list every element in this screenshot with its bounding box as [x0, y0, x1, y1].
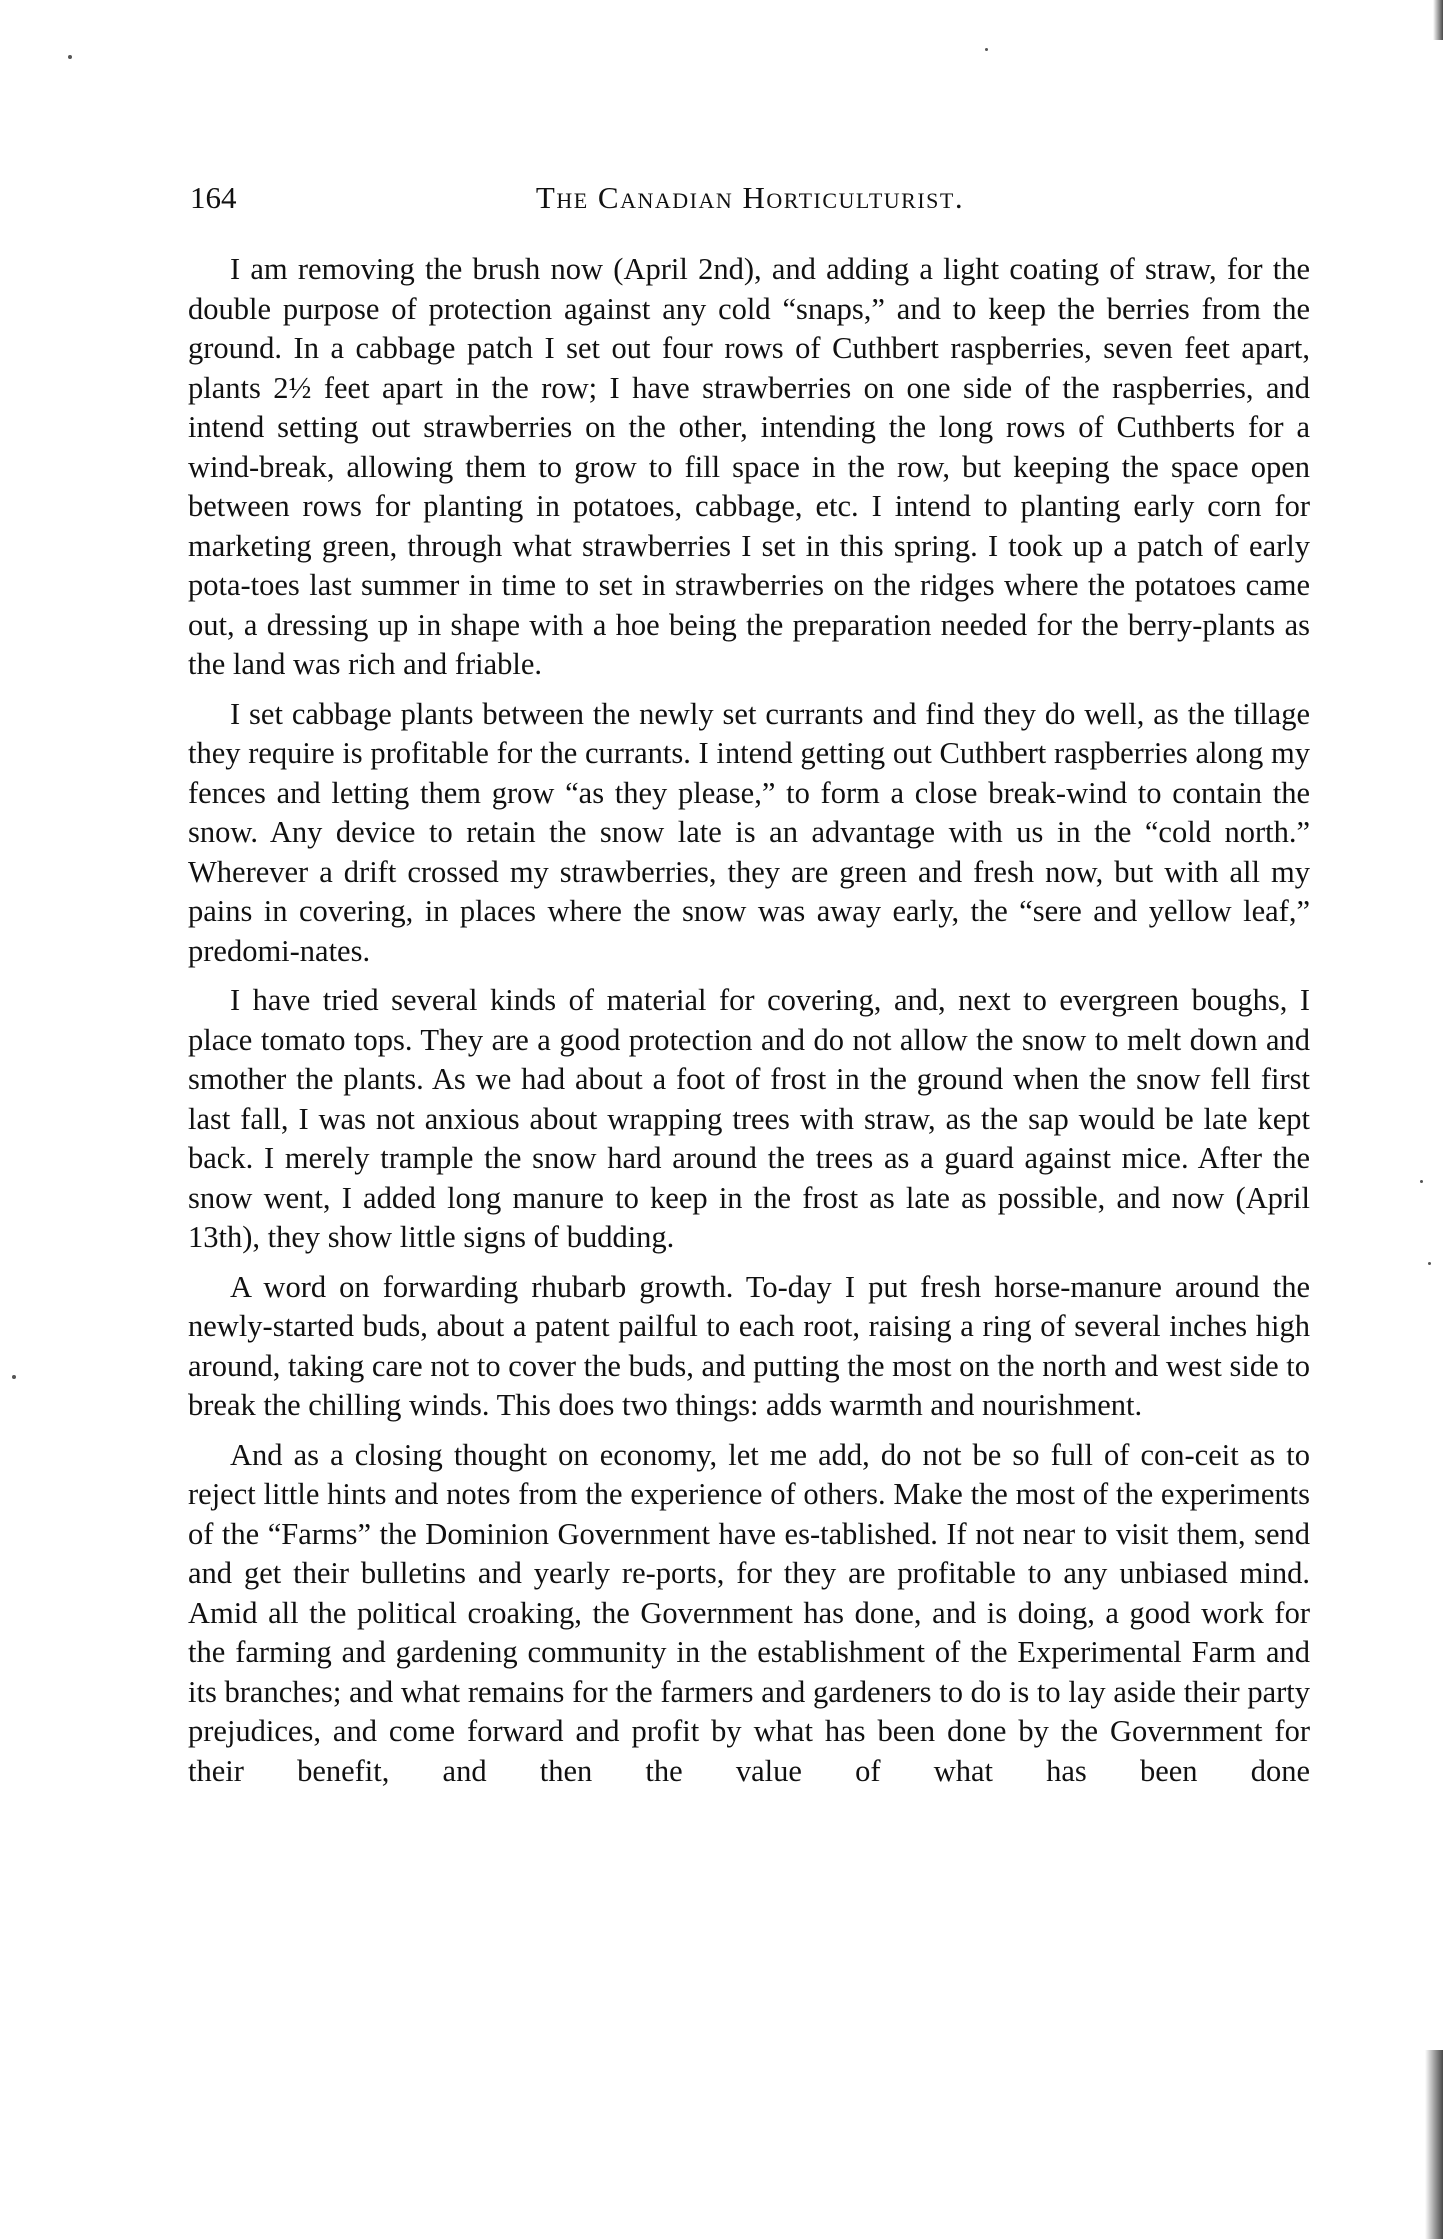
scan-speck [1420, 1180, 1423, 1183]
paragraph-covering-material: I have tried several kinds of material for covering, and, next to evergreen boughs, I place tomato tops. They are a good protection and do not allow the snow to melt down and smother the plants. As we had about a foot of frost in the ground when the snow fell first last fall, I was not anxious about wrapping trees with straw, as the sap would be late kept back. I merely trample the snow hard around the trees as a guard against mice. After the snow went, I added long manure to keep in the frost as late as possible, and now (April 13th), they show little signs of budding. [188, 983, 1310, 1254]
scan-edge-mark [1425, 2050, 1443, 2239]
page-number: 164 [190, 180, 237, 215]
scan-edge-mark [1433, 0, 1443, 40]
scan-speck [12, 1375, 16, 1379]
paragraph-brush-removal: I am removing the brush now (April 2nd), and adding a light coating of straw, for the double purpose of protection against any cold “snaps,” and to keep the berries from the ground. In a cabbage patch I set out four rows of Cuthbert raspberries, seven feet apart, plants 2½ feet apart in the row; I have strawberries on one side of the raspberries, and intend setting out strawberries on the other, intending the long rows of Cuthberts for a wind-break, allowing them to grow to fill space in the row, but keeping the space open between rows for planting in potatoes, cabbage, etc. I intend to planting early corn for marketing green, through what strawberries I set in this spring. I took up a patch of early pota-toes last summer in time to set in strawberries on the ridges where the potatoes came out, a dressing up in shape with a hoe being the preparation needed for the berry-plants as the land was rich and friable. [188, 252, 1310, 681]
running-title: The Canadian Horticulturist. [535, 180, 965, 215]
paragraph-cabbage-currants: I set cabbage plants between the newly set currants and find they do well, as the tillage they require is profitable for the currants. I intend getting out Cuthbert raspberries along my fences and letting them grow “as they please,” to form a close break-wind to contain the snow. Any device to retain the snow late is an advantage with us in the “cold north.” Wherever a drift crossed my strawberries, they are green and fresh now, but with all my pains in covering, in places where the snow was away early, the “sere and yellow leaf,” predomi-nates. [188, 696, 1310, 968]
paragraph-economy: And as a closing thought on economy, let me add, do not be so full of con-ceit as to reject little hints and notes from the experience of others. Make the most of the experiments of the “Farms” the Dominion Government have es-tablished. If not near to visit them, send and get their bulletins and yearly re-ports, for they are profitable to any unbiased mind. Amid all the political croaking, the Government has done, and is doing, a good work for the farming and gardening community in the establishment of the Experimental Farm and its branches; and what remains for the farmers and gardeners to do is to lay aside their party prejudices, and come forward and profit by what has been done by the Government for their benefit, and then the value of what has been done [188, 1437, 1310, 1788]
paragraph-rhubarb: A word on forwarding rhubarb growth. To-day I put fresh horse-manure around the newly-started buds, about a patent pailful to each root, raising a ring of several inches high around, taking care not to cover the buds, and putting the most on the north and west side to break the chilling winds. This does two things: adds warmth and nourishment. [188, 1269, 1310, 1422]
page-header [190, 180, 1310, 230]
scan-speck [68, 55, 72, 59]
scan-speck [1428, 1262, 1431, 1265]
scan-speck [985, 48, 988, 51]
article-body [188, 250, 1310, 1801]
